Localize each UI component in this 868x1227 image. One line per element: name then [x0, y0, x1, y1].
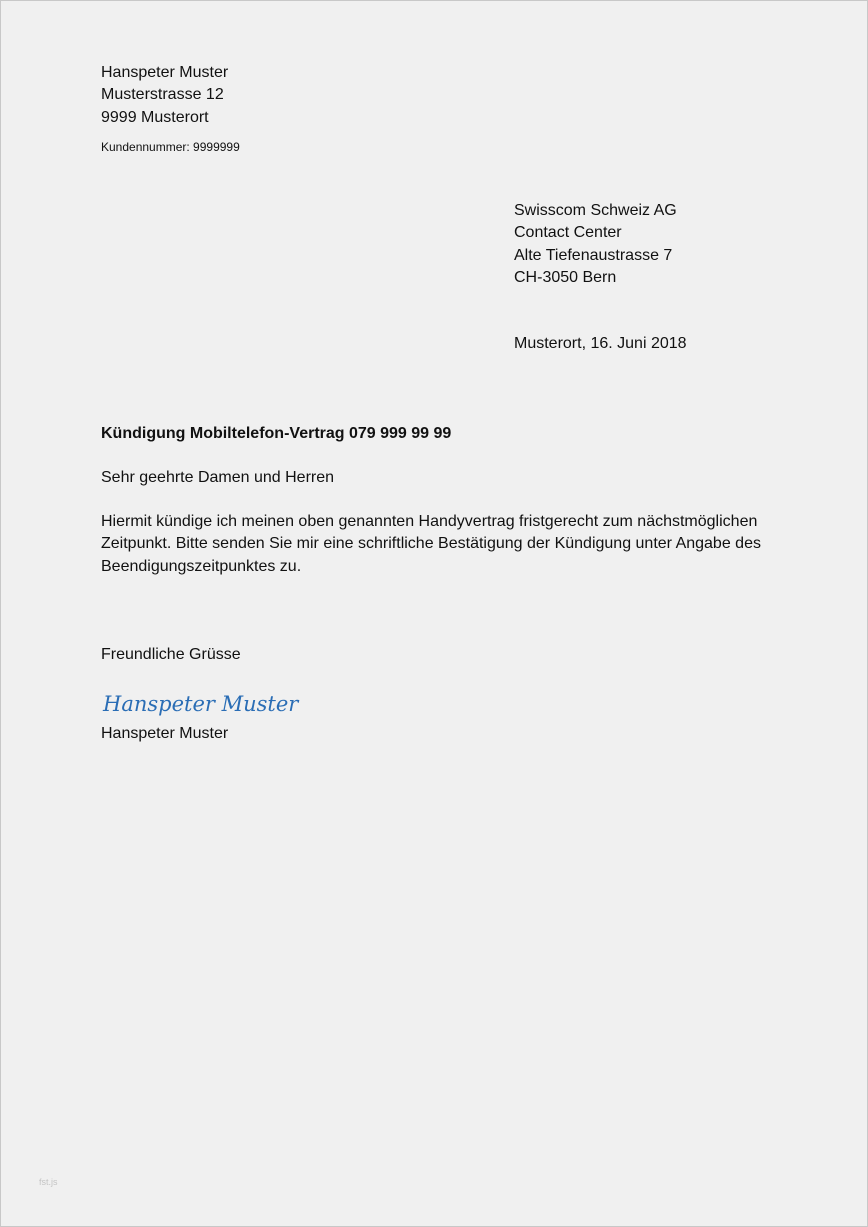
sender-name: Hanspeter Muster: [101, 64, 229, 81]
signature-script: Hanspeter Muster: [103, 692, 299, 716]
customer-number: Kundennummer: 9999999: [101, 140, 240, 154]
closing-phrase: Freundliche Grüsse: [101, 646, 241, 663]
recipient-address: [514, 200, 677, 289]
recipient-city: CH-3050 Bern: [514, 268, 617, 286]
handwritten-signature: [101, 687, 301, 721]
recipient-department: Contact Center: [514, 224, 622, 242]
body-line: Beendigungszeitpunktes zu.: [101, 557, 302, 575]
sender-address: [101, 62, 228, 129]
recipient-company: Swisscom Schweiz AG: [514, 202, 677, 219]
watermark-text: fst.js: [39, 1177, 58, 1187]
body-line: Hiermit kündige ich meinen oben genannten Handyvertrag fristgerecht zum nächstmöglichen: [101, 513, 758, 530]
sender-street: Musterstrasse 12: [101, 86, 224, 104]
salutation: Sehr geehrte Damen und Herren: [101, 469, 335, 486]
signed-name: Hanspeter Muster: [101, 725, 229, 742]
signature-drawing: [101, 687, 301, 721]
letter-subject: Kündigung Mobiltelefon-Vertrag 079 999 99 99: [101, 425, 452, 442]
letter-date: Musterort, 16. Juni 2018: [514, 335, 687, 352]
sender-city: 9999 Musterort: [101, 108, 209, 126]
body-line: Zeitpunkt. Bitte senden Sie mir eine schriftliche Bestätigung der Kündigung unter Angabe des: [101, 535, 761, 553]
letter-body: [101, 511, 801, 578]
recipient-street: Alte Tiefenaustrasse 7: [514, 246, 673, 264]
